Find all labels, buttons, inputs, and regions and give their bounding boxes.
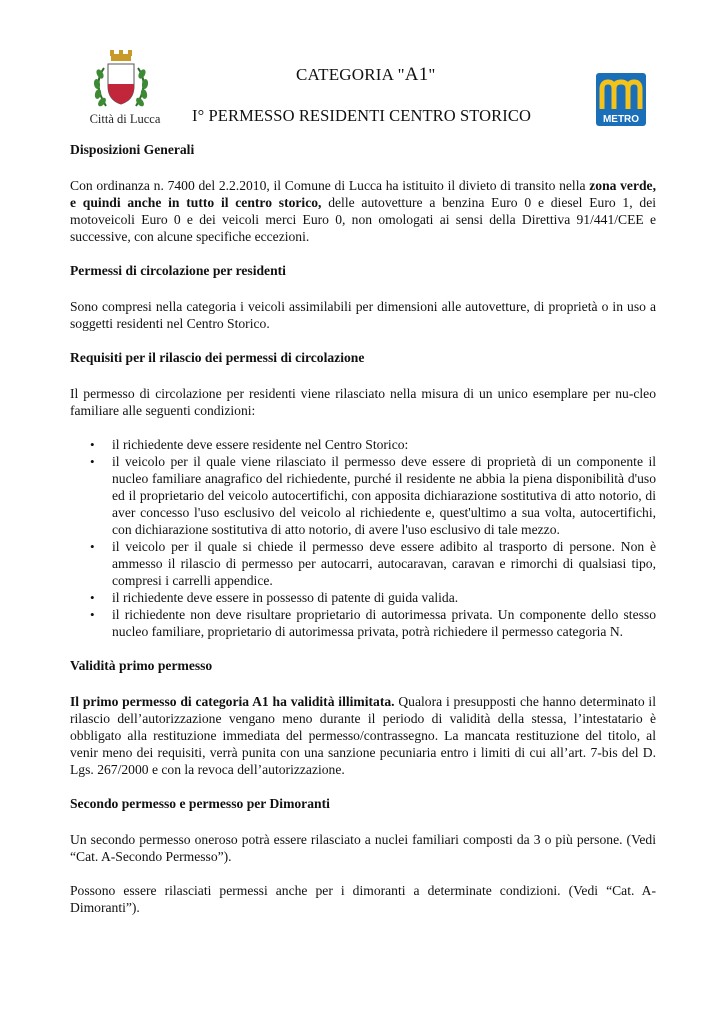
general-text-bold: zona verde, e quindi anche in tutto il centro storico, bbox=[70, 178, 656, 210]
validity-text-bold: Il primo permesso di categoria A1 ha validità illimitata. bbox=[70, 694, 395, 709]
document-body bbox=[70, 141, 656, 916]
general-paragraph bbox=[70, 177, 656, 245]
requirements-list bbox=[70, 436, 656, 640]
general-text-a: Con ordinanza n. 7400 del 2.2.2010, il Comune di Lucca ha istituito il divieto di transito nella bbox=[70, 178, 590, 193]
second-paragraph-2: Possono essere rilasciati permessi anche per i dimoranti a determinate condizioni. (Vedi “Cat. A-Dimoranti”). bbox=[70, 883, 656, 915]
permits-paragraph: Sono compresi nella categoria i veicoli assimilabili per dimensioni alle autovetture, di proprietà o in uso a soggetti residenti nel Centro Storico. bbox=[70, 299, 656, 331]
category-code: A1 bbox=[404, 64, 429, 85]
list-item: • il veicolo per il quale viene rilasciato il permesso deve essere di proprietà di un componente il nucleo familiare anagrafico del richiedente, purché il residente ne abbia la piena disponibilità d'uso ed il proprietario del veicolo autocertifichi, con apposita dichiarazione sostitutiva di atto notorio, di aver concesso l'uso esclusivo del veicolo al richiedente e, quest'ultimo a sua volta, autocertifichi, con dichiarazione sostitutiva di atto notorio, di avere l'uso esclusivo di tale mezzo. bbox=[112, 453, 656, 538]
section-heading-permits: Permessi di circolazione per residenti bbox=[70, 263, 286, 278]
list-item: • il richiedente non deve risultare proprietario di autorimessa privata. Un componente dello stesso nucleo familiare, proprietario di autorimessa privata, potrà richiedere il permesso categoria N. bbox=[112, 606, 656, 640]
category-prefix: CATEGORIA " bbox=[296, 65, 405, 84]
permit-title: I° PERMESSO RESIDENTI CENTRO STORICO bbox=[192, 106, 532, 125]
category-suffix: " bbox=[428, 65, 436, 84]
section-heading-requirements: Requisiti per il rilascio dei permessi di circolazione bbox=[70, 350, 365, 365]
metro-logo-text: METRO bbox=[602, 114, 640, 125]
category-title bbox=[296, 64, 436, 86]
second-paragraph-1: Un secondo permesso oneroso potrà essere rilasciato a nuclei familiari composti da 3 o più persone. (Vedi “Cat. A-Secondo Permesso”). bbox=[70, 832, 656, 864]
section-heading-general: Disposizioni Generali bbox=[70, 142, 195, 157]
list-item: • il richiedente deve essere residente nel Centro Storico: bbox=[112, 436, 656, 453]
list-item: • il veicolo per il quale si chiede il permesso deve essere adibito al trasporto di persone. Non è ammesso il rilascio di permesso per autocarri, autocaravan, caravan e rimorchi di qualsiasi tipo, compresi i carrelli appendice. bbox=[112, 538, 656, 589]
validity-text-rest: Qualora i presupposti che hanno determinato il rilascio dell’autorizzazione vengano meno durante il periodo di validità della stessa, l’intestatario è obbligato alla restituzione immediata del permesso/contrassegno. La mancata restituzione del titolo, al venir meno dei requisiti, verrà punita con una sanzione pecuniaria entro i limiti di cui all’art. 7-bis del D. Lgs. 267/2000 e con la revoca dell’autorizzazione. bbox=[70, 694, 656, 777]
section-heading-second: Secondo permesso e permesso per Dimoranti bbox=[70, 796, 330, 811]
crest-caption: Città di Lucca bbox=[89, 112, 161, 126]
validity-paragraph bbox=[70, 693, 656, 778]
section-heading-validity: Validità primo permesso bbox=[70, 658, 213, 673]
general-text-c: delle autovetture a benzina Euro 0 e diesel Euro 1, dei motoveicoli Euro 0 e dei veicoli merci Euro 0, non omologati ai sensi della Direttiva 91/441/CEE e successive, con alcune specifiche eccezioni. bbox=[70, 195, 657, 244]
list-item: • il richiedente deve essere in possesso di patente di guida valida. bbox=[112, 589, 656, 606]
requirements-intro: Il permesso di circolazione per residenti viene rilasciato nella misura di un unico esemplare per nu-cleo familiare alle seguenti condizioni: bbox=[70, 386, 656, 418]
metro-logo-icon bbox=[596, 73, 646, 126]
